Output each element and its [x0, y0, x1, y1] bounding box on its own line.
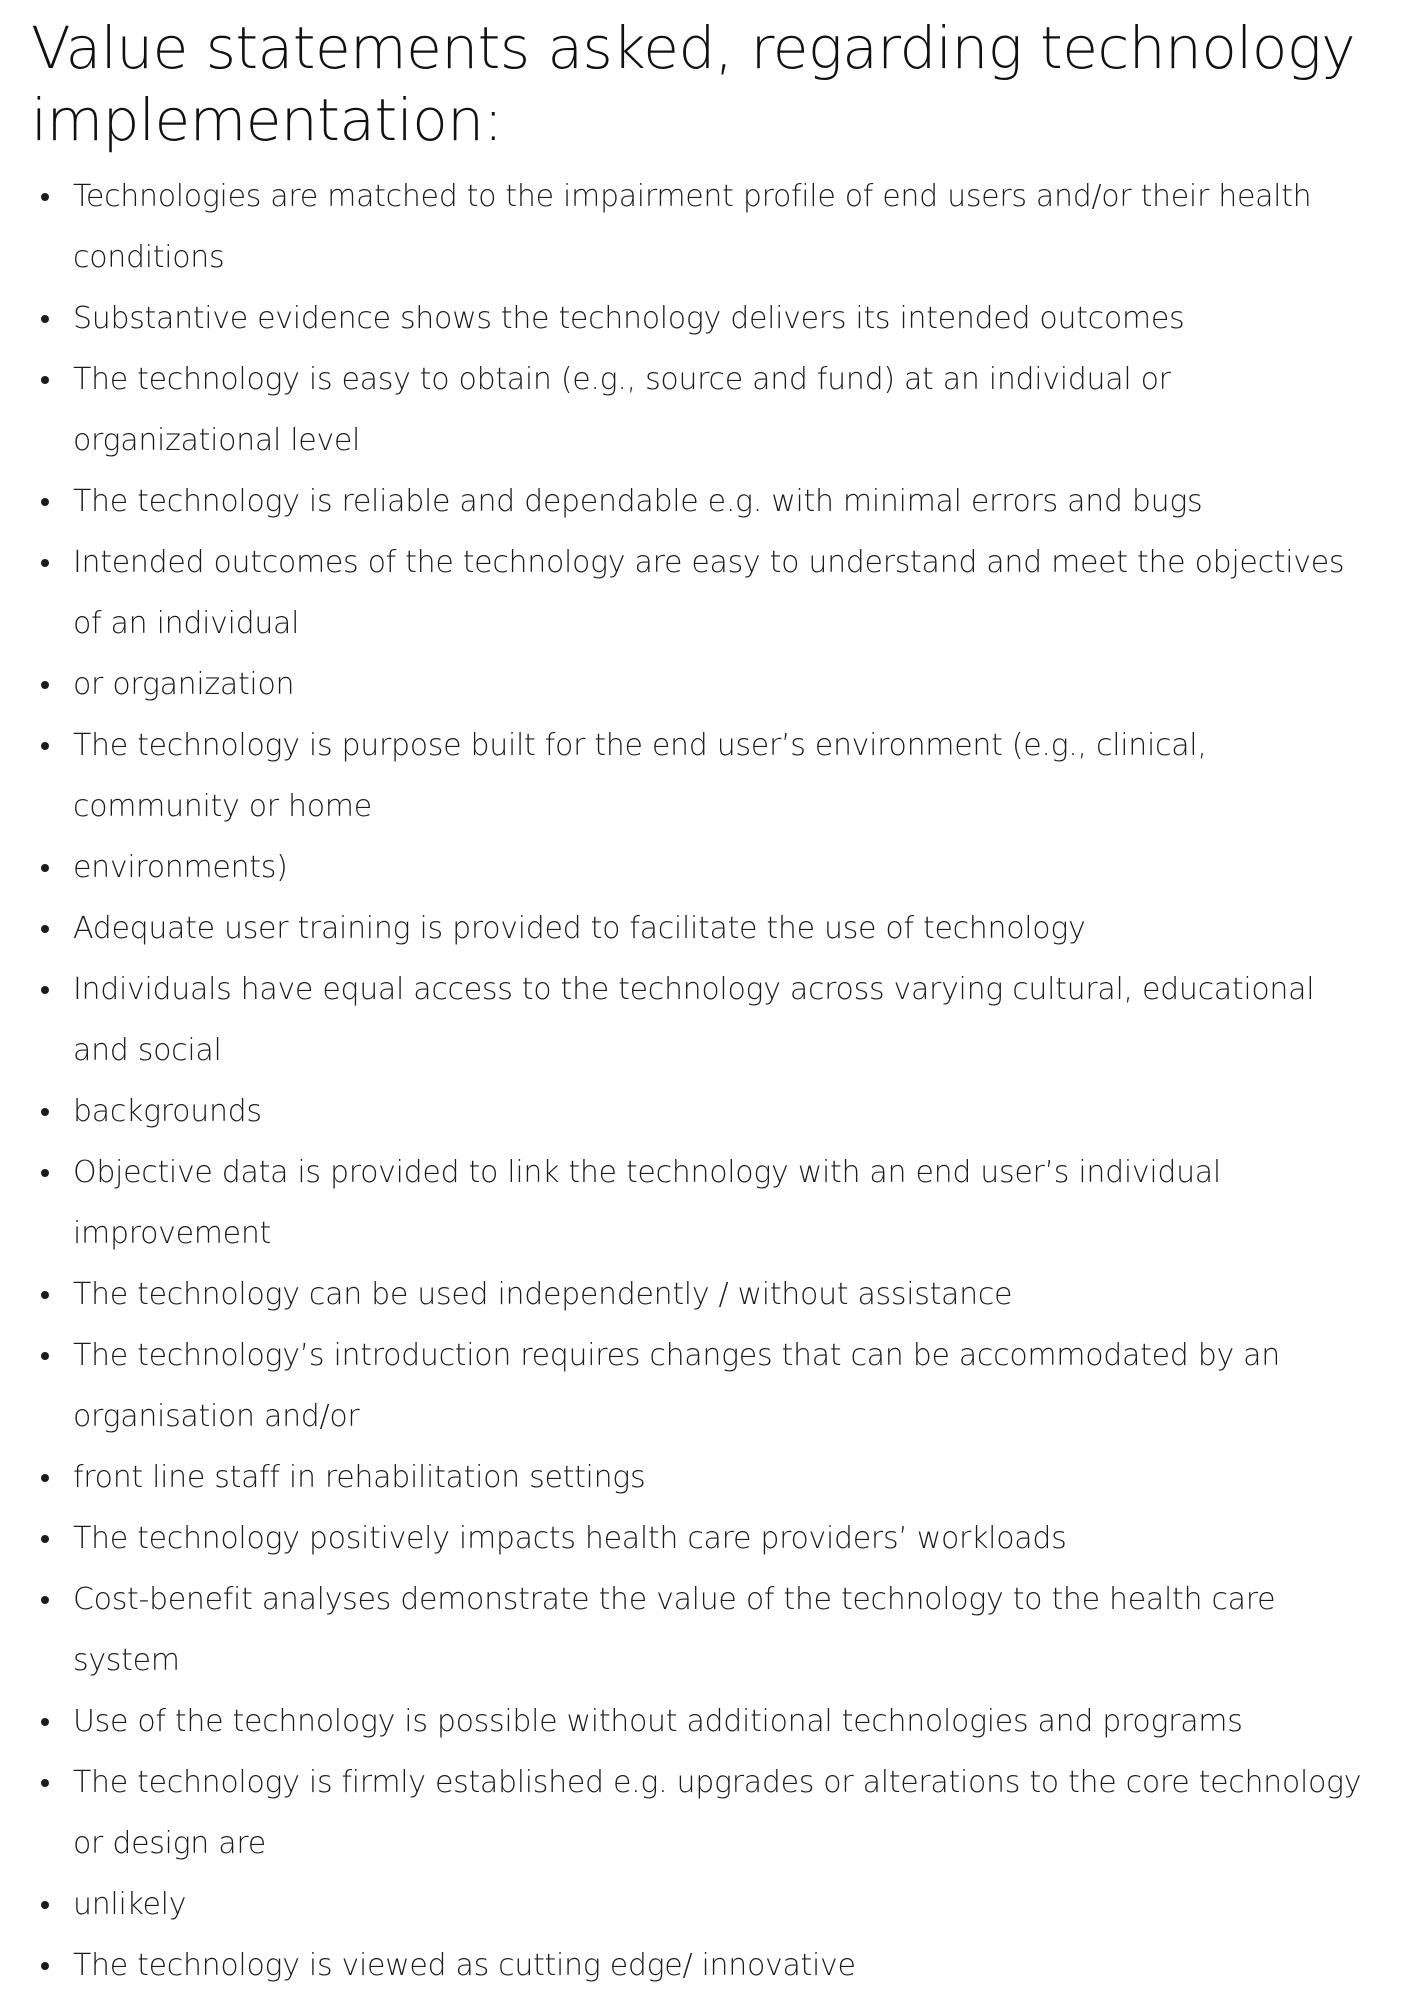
- page-title: Value statements asked, regarding technology implementation:: [31, 14, 1356, 154]
- list-item: [31, 532, 1374, 654]
- statement-text: front line staff in rehabilitation settings: [73, 1460, 646, 1495]
- bullet-icon: [41, 1901, 49, 1909]
- list-item: [31, 837, 1374, 898]
- bullet-icon: [41, 559, 49, 567]
- statement-text: backgrounds: [73, 1094, 262, 1129]
- statement-text: Adequate user training is provided to facilitate the use of technology: [73, 911, 1086, 946]
- list-item: [31, 1264, 1374, 1325]
- list-item: [31, 1752, 1374, 1874]
- bullet-icon: [41, 1352, 49, 1360]
- statement-text: unlikely: [73, 1887, 187, 1922]
- value-statements-list: [31, 166, 1374, 1996]
- statement-text: The technology is reliable and dependable e.g. with minimal errors and bugs: [73, 484, 1203, 519]
- bullet-icon: [41, 315, 49, 323]
- statement-text: The technology is firmly established e.g. upgrades or alterations to the core technology or design are: [73, 1765, 1362, 1861]
- statement-text: Technologies are matched to the impairment profile of end users and/or their health conditions: [73, 179, 1312, 275]
- bullet-icon: [41, 1718, 49, 1726]
- statement-text: The technology’s introduction requires changes that can be accommodated by an organisation and/or: [73, 1338, 1280, 1434]
- list-item: [31, 1325, 1374, 1447]
- list-item: [31, 1691, 1374, 1752]
- statement-text: Cost-benefit analyses demonstrate the value of the technology to the health care system: [73, 1582, 1276, 1678]
- statement-text: Objective data is provided to link the technology with an end user’s individual improvement: [73, 1155, 1221, 1251]
- statement-text: The technology is easy to obtain (e.g., source and fund) at an individual or organizational level: [73, 362, 1171, 458]
- list-item: [31, 715, 1374, 837]
- bullet-icon: [41, 1291, 49, 1299]
- bullet-icon: [41, 1474, 49, 1482]
- bullet-icon: [41, 925, 49, 933]
- list-item: [31, 349, 1374, 471]
- bullet-icon: [41, 498, 49, 506]
- statement-text: The technology is viewed as cutting edge/ innovative: [73, 1948, 856, 1983]
- bullet-icon: [41, 1535, 49, 1543]
- bullet-icon: [41, 1108, 49, 1116]
- list-item: [31, 288, 1374, 349]
- bullet-icon: [41, 1596, 49, 1604]
- list-item: [31, 654, 1374, 715]
- bullet-icon: [41, 742, 49, 750]
- list-item: [31, 471, 1374, 532]
- bullet-icon: [41, 864, 49, 872]
- statement-text: environments): [73, 850, 288, 885]
- list-item: [31, 166, 1374, 288]
- bullet-icon: [41, 193, 49, 201]
- statement-text: The technology positively impacts health care providers’ workloads: [73, 1521, 1067, 1556]
- list-item: [31, 1935, 1374, 1996]
- bullet-icon: [41, 1962, 49, 1970]
- list-item: [31, 1447, 1374, 1508]
- statement-text: Individuals have equal access to the technology across varying cultural, educational and social: [73, 972, 1315, 1068]
- bullet-icon: [41, 1169, 49, 1177]
- statement-text: Intended outcomes of the technology are easy to understand and meet the objectives of an individual: [73, 545, 1345, 641]
- list-item: [31, 898, 1374, 959]
- list-item: [31, 959, 1374, 1081]
- statement-text: Substantive evidence shows the technology delivers its intended outcomes: [73, 301, 1185, 336]
- list-item: [31, 1508, 1374, 1569]
- statement-text: The technology can be used independently / without assistance: [73, 1277, 1013, 1312]
- statement-text: Use of the technology is possible without additional technologies and programs: [73, 1704, 1243, 1739]
- list-item: [31, 1569, 1374, 1691]
- bullet-icon: [41, 681, 49, 689]
- bullet-icon: [41, 986, 49, 994]
- bullet-icon: [41, 1779, 49, 1787]
- list-item: [31, 1081, 1374, 1142]
- statement-text: The technology is purpose built for the end user’s environment (e.g., clinical, community or home: [73, 728, 1207, 824]
- list-item: [31, 1874, 1374, 1935]
- bullet-icon: [41, 376, 49, 384]
- list-item: [31, 1142, 1374, 1264]
- statement-text: or organization: [73, 667, 295, 702]
